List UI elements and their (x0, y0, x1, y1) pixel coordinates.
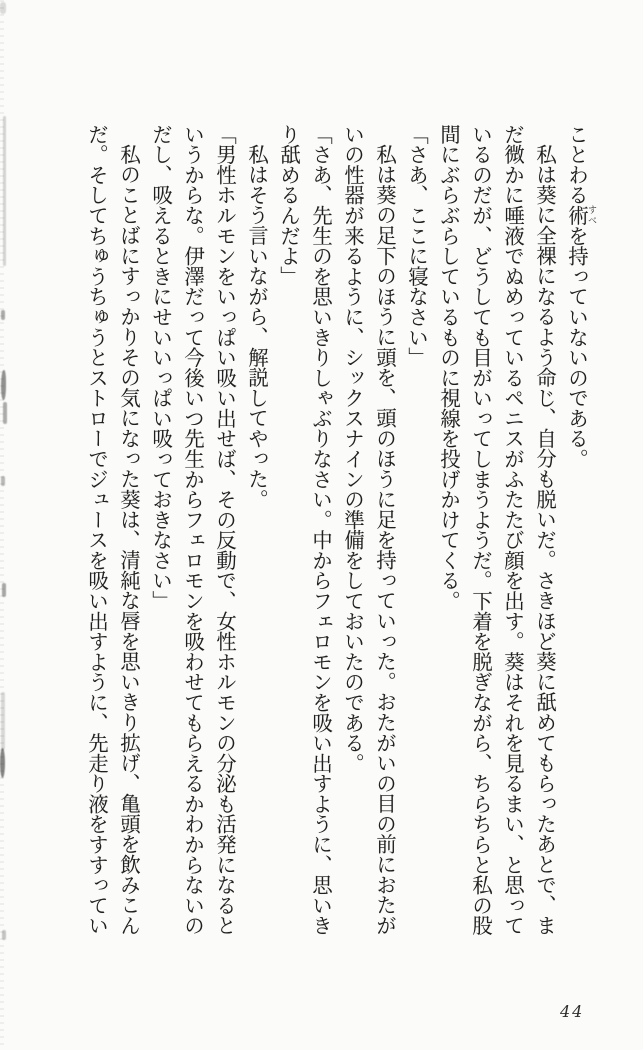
scan-artifact (1, 476, 5, 486)
paragraph: 「さあ、先生のを思いきりしゃぶりなさい。中からフェロモンを吸い出すように、思いきり舐めるんだよ」 (277, 124, 331, 936)
scan-artifact (3, 116, 6, 266)
scan-artifact (0, 2, 6, 14)
paragraph: ことわる術 すべを持っていないのである。 (565, 124, 597, 469)
scan-artifact (2, 583, 6, 597)
scan-artifact (1, 692, 5, 750)
paragraph: 私は葵に全裸になるよう命じ、自分も脱いだ。さきほど葵に舐めてもらったあとで、まだ微かに唾液でぬめっているペニスがふたたび顔を出す。葵はそれを見るまい、と思っているのだが、どうしても目がいってしまうようだ。下着を脱ぎながら、ちらちらと私の股間にぶらぶらしているものに視線を投げかけてくる。 (437, 124, 555, 936)
paragraph: 私のことばにすっかりその気になった葵は、清純な唇を思いきり拡げ、亀頭を飲みこんだ。そしてちゅうちゅうとストローでジュースを吸い出すように、先走り液をすすってい (85, 124, 139, 936)
furigana: すべ (587, 205, 597, 226)
scan-artifact (1, 370, 6, 400)
scan-artifact (0, 748, 5, 778)
paragraph: 私は葵の足下のほうに頭を、頭のほうに足を持っていった。おたがいの目の前におたがいの性器が来るように、シックスナインの準備をしておいたのである。 (341, 124, 395, 936)
scan-artifact (3, 402, 7, 424)
paragraph: 私はそう言いながら、解説してやった。 (245, 144, 267, 510)
paragraph: 「男性ホルモンをいっぱい吸い出せば、その反動で、女性ホルモンの分泌も活発になるというからな。伊澤だって今後いつ先生からフェロモンを吸わせてもらえるかわからないのだし、吸えるときにせいいっぱい吸っておきなさい」 (149, 124, 235, 936)
scan-artifact (1, 310, 5, 320)
paragraph: 「さあ、ここに寝なさい」 (405, 124, 427, 368)
scan-artifact (2, 930, 6, 940)
body-text (80, 124, 597, 942)
ruby-annotated-word: 術 すべ (565, 205, 597, 226)
page-number: 44 (560, 1002, 585, 1021)
